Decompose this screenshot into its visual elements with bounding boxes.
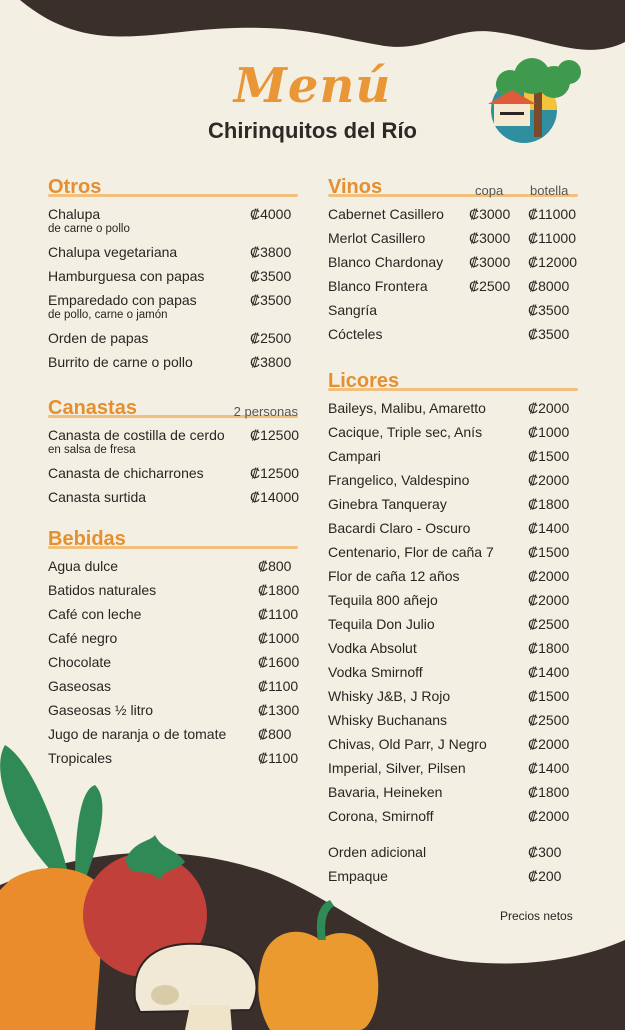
menu-item: Tropicales ₡1100	[48, 750, 299, 766]
bottle-price: ₡3500	[528, 326, 570, 342]
item-price: ₡1100	[258, 606, 299, 622]
menu-item: Campari ₡1500	[328, 448, 570, 464]
menu-item: Vodka Absolut ₡1800	[328, 640, 570, 656]
menu-item: Canasta de costilla de cerdo en salsa de fresa ₡12500	[48, 427, 300, 456]
menu-item: Baileys, Malibu, Amaretto ₡2000	[328, 400, 570, 416]
section-title: Canastas	[48, 397, 137, 419]
item-price: ₡1100	[258, 750, 299, 766]
menu-item: Frangelico, Valdespino ₡2000	[328, 472, 570, 488]
menu-item: Hamburguesa con papas ₡3500	[48, 268, 292, 284]
menu-item: Chalupa de carne o pollo ₡4000	[48, 206, 292, 235]
item-price: ₡2000	[528, 592, 570, 608]
menu-item: Emparedado con papas de pollo, carne o jamón ₡3500	[48, 292, 292, 321]
item-price: ₡1800	[528, 640, 570, 656]
menu-item: Cócteles ₡3500	[328, 326, 570, 342]
item-price: ₡1800	[528, 784, 570, 800]
portion-note: 2 personas	[233, 404, 298, 419]
glass-price: ₡2500	[469, 278, 511, 294]
item-price: ₡2500	[528, 712, 570, 728]
menu-item: Chalupa vegetariana ₡3800	[48, 244, 292, 260]
logo-tree-trunk-icon	[534, 92, 542, 137]
licores-list	[328, 400, 578, 832]
section-bebidas	[48, 528, 298, 774]
menu-item: Orden adicional ₡300	[328, 844, 562, 860]
menu-item: Batidos naturales ₡1800	[48, 582, 300, 598]
column-header-copa: copa	[475, 183, 504, 198]
item-price: ₡3500	[250, 268, 292, 284]
restaurant-logo	[474, 52, 586, 144]
item-price: ₡1300	[258, 702, 300, 718]
item-price: ₡1400	[528, 664, 570, 680]
item-price: ₡300	[528, 844, 562, 860]
menu-item: Centenario, Flor de caña 7 ₡1500	[328, 544, 570, 560]
menu-item: Café con leche ₡1100	[48, 606, 299, 622]
item-price: ₡1400	[528, 760, 570, 776]
item-price: ₡1000	[258, 630, 300, 646]
glass-price: ₡3000	[469, 254, 511, 270]
menu-item: Chocolate ₡1600	[48, 654, 300, 670]
item-price: ₡3800	[250, 244, 292, 260]
menu-item: Bavaria, Heineken ₡1800	[328, 784, 570, 800]
menu-item: Canasta surtida ₡14000	[48, 489, 300, 505]
menu-item: Tequila Don Julio ₡2500	[328, 616, 570, 632]
menu-item: Blanco Frontera ₡2500 ₡8000	[328, 278, 570, 294]
menu-item: Merlot Casillero ₡3000 ₡11000	[328, 230, 577, 246]
item-price: ₡1800	[528, 496, 570, 512]
menu-item: Tequila 800 añejo ₡2000	[328, 592, 570, 608]
menu-item: Gaseosas ₡1100	[48, 678, 299, 694]
item-price: ₡1600	[258, 654, 300, 670]
menu-item: Jugo de naranja o de tomate ₡800	[48, 726, 292, 742]
bottle-price: ₡12000	[528, 254, 578, 270]
menu-item: Blanco Chardonay ₡3000 ₡12000	[328, 254, 578, 270]
item-price: ₡1100	[258, 678, 299, 694]
item-price: ₡2500	[250, 330, 292, 346]
item-price: ₡200	[528, 868, 562, 884]
menu-item: Imperial, Silver, Pilsen ₡1400	[328, 760, 570, 776]
menu-item: Corona, Smirnoff ₡2000	[328, 808, 570, 824]
section-title: Bebidas	[48, 528, 126, 550]
bottle-price: ₡8000	[528, 278, 570, 294]
item-price: ₡1800	[258, 582, 300, 598]
menu-item: Burrito de carne o pollo ₡3800	[48, 354, 292, 370]
menu-item: Canasta de chicharrones ₡12500	[48, 465, 300, 481]
glass-price: ₡3000	[469, 230, 511, 246]
section-vinos	[328, 176, 578, 350]
item-price: ₡2000	[528, 808, 570, 824]
bottle-price: ₡11000	[528, 230, 577, 246]
bottle-price: ₡11000	[528, 206, 577, 222]
menu-item: Whisky J&B, J Rojo ₡1500	[328, 688, 570, 704]
item-price: ₡2000	[528, 736, 570, 752]
item-price: ₡12500	[250, 427, 300, 443]
item-price: ₡2500	[528, 616, 570, 632]
section-extras	[328, 844, 578, 892]
item-price: ₡12500	[250, 465, 300, 481]
menu-item: Empaque ₡200	[328, 868, 562, 884]
top-dark-wave	[20, 0, 625, 50]
item-price: ₡1500	[528, 448, 570, 464]
section-otros	[48, 176, 298, 378]
menu-item: Cacique, Triple sec, Anís ₡1000	[328, 424, 570, 440]
section-licores	[328, 370, 578, 832]
column-header-botella: botella	[530, 183, 569, 198]
item-price: ₡1400	[528, 520, 570, 536]
item-price: ₡3800	[250, 354, 292, 370]
item-price: ₡1500	[528, 544, 570, 560]
item-price: ₡4000	[250, 206, 292, 222]
section-canastas	[48, 397, 298, 513]
restaurant-name: Chirinquitos del Río	[208, 118, 417, 143]
item-price: ₡1000	[528, 424, 570, 440]
menu-item: Café negro ₡1000	[48, 630, 300, 646]
menu-item: Cabernet Casillero ₡3000 ₡11000	[328, 206, 577, 222]
section-title: Otros	[48, 176, 102, 198]
section-title: Vinos	[328, 176, 383, 198]
menu-item: Vodka Smirnoff ₡1400	[328, 664, 570, 680]
item-price: ₡14000	[250, 489, 300, 505]
item-price: ₡800	[258, 726, 292, 742]
glass-price: ₡3000	[469, 206, 511, 222]
page-title: Menú	[233, 58, 392, 114]
menu-item: Chivas, Old Parr, J Negro ₡2000	[328, 736, 570, 752]
item-price: ₡3500	[250, 292, 292, 308]
menu-item: Agua dulce ₡800	[48, 558, 292, 574]
item-price: ₡1500	[528, 688, 570, 704]
item-price: ₡2000	[528, 568, 570, 584]
item-price: ₡2000	[528, 472, 570, 488]
net-prices-note: Precios netos	[500, 909, 573, 923]
section-title: Licores	[328, 370, 400, 392]
bottle-price: ₡3500	[528, 302, 570, 318]
menu-item: Orden de papas ₡2500	[48, 330, 292, 346]
menu-item: Whisky Buchanans ₡2500	[328, 712, 570, 728]
menu-item: Bacardi Claro - Oscuro ₡1400	[328, 520, 570, 536]
menu-item: Sangría ₡3500	[328, 302, 570, 318]
menu-item: Ginebra Tanqueray ₡1800	[328, 496, 570, 512]
item-price: ₡800	[258, 558, 292, 574]
menu-item: Flor de caña 12 años ₡2000	[328, 568, 570, 584]
item-price: ₡2000	[528, 400, 570, 416]
menu-item: Gaseosas ½ litro ₡1300	[48, 702, 300, 718]
